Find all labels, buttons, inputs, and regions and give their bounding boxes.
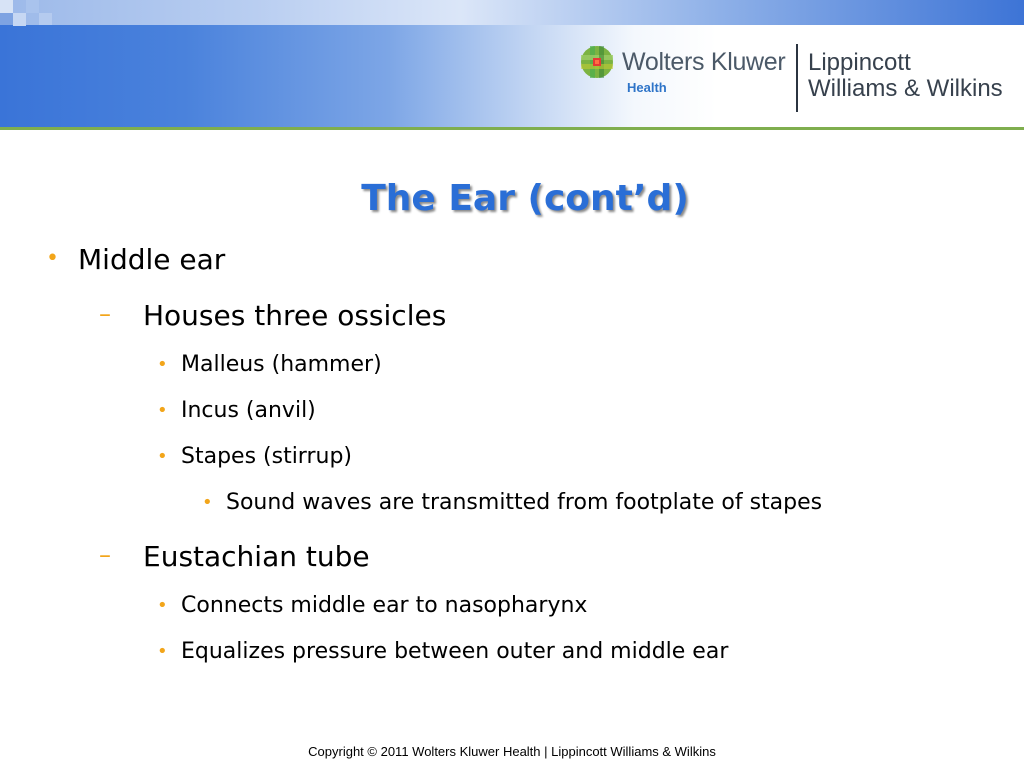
bullet-item: [46, 243, 226, 276]
bullet-text: Sound waves are transmitted from footplate of stapes: [226, 490, 823, 515]
bullet-text: Connects middle ear to nasopharynx: [181, 593, 588, 618]
bullet-marker: •: [157, 595, 168, 616]
copyright-text: Copyright © 2011 Wolters Kluwer Health | Lippincott Williams & Wilkins: [308, 744, 716, 759]
bullet-marker: •: [157, 400, 168, 421]
copyright-footer: [0, 744, 1024, 759]
banner-square: [26, 0, 39, 13]
bullet-marker: –: [99, 541, 111, 569]
banner-square: [0, 13, 13, 25]
bullet-marker: •: [157, 446, 168, 467]
bullet-item: [99, 540, 370, 573]
logo-imprint-line1: Lippincott: [808, 49, 911, 76]
bullet-text: Eustachian tube: [143, 540, 370, 573]
bullet-text: Malleus (hammer): [181, 352, 382, 377]
bullet-marker: •: [157, 354, 168, 375]
bullet-item: [99, 299, 447, 332]
bullet-text: Equalizes pressure between outer and middle ear: [181, 639, 729, 664]
bullet-item: [157, 398, 316, 423]
header-banner: [0, 0, 1024, 127]
bullet-item: [157, 639, 729, 664]
wolters-kluwer-globe-icon: [580, 45, 614, 79]
bullet-item: [157, 352, 382, 377]
slide-title: The Ear (cont’d): [361, 178, 689, 219]
bullet-marker: •: [46, 246, 59, 271]
bullet-item: [157, 593, 588, 618]
bullet-text: Incus (anvil): [181, 398, 316, 423]
banner-rule: [0, 127, 1024, 130]
banner-square: [13, 13, 26, 26]
bullet-text: Middle ear: [78, 243, 226, 276]
logo-company-name: Wolters Kluwer: [622, 48, 786, 76]
logo-divider: [796, 44, 798, 112]
bullet-marker: –: [99, 300, 111, 328]
banner-top-strip: [0, 0, 1024, 25]
bullet-item: [157, 444, 353, 469]
bullet-text: Stapes (stirrup): [181, 444, 353, 469]
banner-square: [39, 13, 52, 25]
bullet-text: Houses three ossicles: [143, 299, 447, 332]
bullet-item: [202, 490, 823, 515]
logo-division: Health: [627, 80, 667, 95]
publisher-logo: [580, 42, 1020, 114]
bullet-marker: •: [202, 492, 213, 513]
logo-imprint-line2: Williams & Wilkins: [808, 75, 1003, 102]
bullet-marker: •: [157, 641, 168, 662]
logo-imprint: [808, 50, 1003, 102]
banner-square: [0, 0, 13, 13]
